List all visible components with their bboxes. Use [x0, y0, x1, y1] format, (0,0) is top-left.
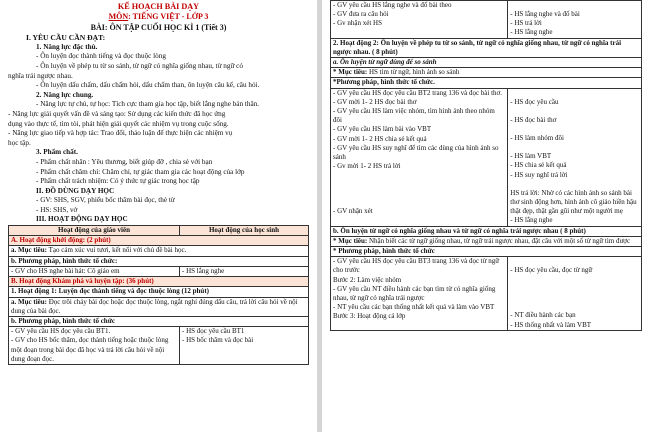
text-line: - HS trả lời [510, 19, 542, 28]
text-line: dụng vào thực tế, tìm tòi, phát hiện giải quyết các nhiệm vụ trong cuộc sống. [8, 119, 229, 128]
text-line: - Gv mời 1- 2 HS trả lời [333, 162, 401, 171]
text-line: - GV yêu cầu HS suy nghĩ để tìm các dùng của hình ảnh so sánh [333, 143, 499, 162]
table-row [331, 38, 642, 57]
activity-table [8, 225, 309, 365]
text-line: - GV yêu cầu NT điều hành các bạn tìm từ có nghĩa giống nhau, từ ngữ có nghĩa trái ngược [333, 284, 496, 303]
table-row [9, 297, 309, 316]
column-header-student: Hoạt động của học sinh [180, 226, 309, 236]
text-line: - GV mời 1- 2 HS đọc bài thơ [333, 97, 417, 106]
table-row [331, 226, 642, 236]
subject-value: : TIẾNG VIỆT - LỚP 3 [128, 12, 209, 21]
table-row [9, 246, 309, 256]
document-page-left [0, 0, 317, 432]
text-line: - GV: SHS, SGV, phiếu bốc thăm bài đọc, thẻ từ [36, 196, 175, 205]
column-header-teacher: Hoạt động của giáo viên [9, 226, 180, 236]
table-cell [331, 1, 508, 39]
text-line: - NT điều hành các bạn [510, 311, 576, 320]
activity-heading: A. Hoạt động khởi động: (2 phút) [11, 236, 111, 245]
text: Tạo cảm xúc vui tươi, kết nối với chủ đề bài học. [46, 246, 187, 255]
text-line: - HS đọc bài thơ [510, 115, 557, 124]
text-line: - HS làm nhóm đôi [510, 134, 564, 143]
text-line: - Năng lực giải quyết vấn đề và sáng tạo: Sử dụng các kiến thức đã học ứng [8, 109, 226, 118]
section-heading: I. YÊU CẦU CẦN ĐẠT: [26, 33, 106, 42]
text-line: - HS: SHS, vở [36, 205, 78, 214]
text-line: - GV nhận xét [333, 207, 373, 216]
label: a. Mục tiêu: [11, 297, 47, 306]
text-line: - HS lắng nghe [510, 28, 553, 37]
text-line: - GV cho HS bốc thăm, đọc thành tiếng hoặc thuộc lòng một đoạn trong bài đọc đã học và trả lời câu hỏi về nội dung đoạn đọc. [11, 336, 169, 363]
table-row [9, 287, 309, 297]
table-row [9, 316, 309, 326]
text-line: - Năng lực tự chủ, tự học: Tích cực tham gia học tập, biết lắng nghe bản thân. [36, 100, 260, 109]
subheading: b. Ôn luyện từ ngữ có nghĩa giống nhau và từ ngữ có nghĩa trái ngược nhau ( 8 phút) [333, 226, 586, 235]
text-line: - HS đọc yêu cầu, đọc từ ngữ [510, 266, 593, 275]
label: * Mục tiêu: [333, 68, 368, 77]
label: *Phương pháp, hình thức tổ chức. [333, 78, 435, 87]
text-line: - GV yêu cầu HS đọc yêu cầu BT1. [11, 327, 111, 336]
text-line: - HS làm VBT [510, 152, 552, 161]
section-heading: III. HOẠT ĐỘNG DẠY HỌC [36, 215, 128, 224]
table-cell: - GV cho HS nghe bài hát: Cô giáo em [9, 266, 180, 276]
label: b. Phương pháp, hình thức tổ chức [11, 316, 116, 325]
label: b. Phương pháp, hình thức tổ chức: [11, 256, 118, 265]
subheading: a. Ôn luyện từ ngữ dùng để so sánh [333, 58, 437, 67]
subsection-heading: 1. Năng lực đặc thù. [36, 42, 98, 51]
text-line: - GV yêu cầu HS đọc yêu cầu BT2 trang 136 và đọc bài thơ. [333, 88, 503, 97]
table-cell [508, 257, 642, 331]
text-line: - HS thống nhất và làm VBT [510, 320, 592, 329]
text-line: - GV yêu cầu HS làm bài vào VBT [333, 125, 432, 134]
table-row [331, 68, 642, 78]
text: Nhận biết các từ ngữ giống nhau, từ ngữ trái ngược nhau, đặt câu với một số từ ngữ tìm được [367, 236, 631, 245]
text-line: - GV yêu cầu HS lắng nghe và đố bài theo [333, 1, 452, 9]
table-row [331, 58, 642, 68]
label: * Phương pháp, hình thức tổ chức [333, 247, 435, 256]
document-title: KẾ HOẠCH BÀI DẠY [117, 2, 200, 11]
text-line: - Gv nhận xét HS [333, 19, 382, 28]
text-line: - HS lắng nghe [510, 216, 553, 225]
text-line: - Phẩm chất nhân : Yêu thương, biết giúp đỡ , chia sẻ với bạn [36, 157, 213, 166]
table-row [331, 247, 642, 257]
table-cell [508, 88, 642, 226]
text-line: HS trả lời: Nhờ có các hình ảnh so sánh bài thơ sinh động hơn, hình ảnh cô giáo hiền hậu thật đẹp, thật gần gũi như một người mẹ [510, 188, 637, 216]
text-line: - HS chia sẻ kết quả [510, 161, 567, 170]
subsection-heading: 3. Phẩm chất. [36, 148, 78, 157]
table-cell [331, 257, 508, 331]
text-line: - Phẩm chất chăm chỉ: Chăm chỉ, tự giác tham gia các hoạt động của lớp [36, 167, 245, 176]
subsection-heading: 2. Năng lực chung. [36, 90, 94, 99]
text-line: - Ôn luyện về phép tu từ so sánh, từ ngữ có nghĩa giống nhau, từ ngữ có [36, 61, 243, 70]
text-line: - NT yêu cầu các bạn thống nhất kết quả và làm vào VBT [333, 303, 495, 312]
text: HS tìm từ ngữ, hình ảnh so sánh [367, 68, 460, 77]
table-row [331, 78, 642, 88]
text-line: - GV đưa ra câu hỏi [333, 10, 389, 19]
activity-heading: B. Hoạt động Khám phá và luyện tập: (36 phút) [11, 277, 154, 286]
text-line: - Phẩm chất trách nhiệm: Có ý thức tự giác trong học tập [36, 177, 200, 186]
table-cell [9, 327, 180, 365]
text-line: - Ôn luyện đọc thành tiếng và đọc thuộc lòng [36, 52, 166, 61]
lesson-title: BÀI: ÔN TẬP CUỐI HỌC KÌ 1 (Tiết 3) [90, 23, 227, 32]
activity-heading: 1. Hoạt động 1: Luyện đọc thành tiếng và đọc thuộc lòng (12 phút) [11, 287, 209, 296]
text-line: Bước 3: Hoạt động cả lớp [333, 312, 406, 321]
table-row [9, 277, 309, 287]
subject-line [8, 12, 309, 22]
text-line: - GV yêu cầu HS đọc yêu cầu BT3 trang 136 và đọc từ ngữ cho trước [333, 257, 500, 275]
text-line: - Ôn luyện dấu chấm, dấu chấm hỏi, dấu chấm than, ôn luyện câu kể, câu hỏi. [36, 81, 260, 90]
activity-heading: 2. Hoạt động 2: Ôn luyện về phép tu từ so sánh, từ ngữ có nghĩa giống nhau, từ ngữ có nghĩa trái ngược nhau. ( 8 phút) [333, 38, 622, 56]
label: * Mục tiêu: [333, 236, 368, 245]
text-line: Bước 2: Làm việc nhóm [333, 275, 402, 284]
text-line: - HS lắng nghe và đố bài [510, 10, 580, 18]
text: Đọc trôi chảy bài đọc hoặc đọc thuộc lòng, ngắt nghỉ đúng dấu câu, trả lời câu hỏi về nội dung của bài đọc. [11, 297, 298, 315]
table-cell: - HS lắng nghe [180, 266, 309, 276]
table-row [331, 236, 642, 246]
text-line: học tập. [8, 138, 31, 147]
text-line: - Năng lực giao tiếp và hợp tác: Trao đổi, thảo luận để thực hiện các nhiệm vụ [8, 129, 233, 138]
text-line: - HS đọc yêu cầu [510, 97, 559, 106]
table-cell [508, 1, 642, 39]
table-cell [180, 327, 309, 365]
text-line: - HS suy nghĩ trả lời [510, 170, 568, 179]
text-line: - HS đọc yêu cầu BT1 [182, 327, 245, 336]
subject-label: MÔN [108, 12, 129, 21]
text-line: nghĩa trái ngược nhau. [8, 71, 73, 80]
table-row [9, 236, 309, 246]
table-cell [331, 88, 508, 226]
text-line: - HS bốc thăm và đọc bài [182, 336, 254, 345]
text-line: - GV yêu cầu HS làm việc nhóm, tìm hình ảnh theo nhóm đôi [333, 107, 495, 125]
table-row [9, 256, 309, 266]
section-heading: II. ĐỒ DÙNG DẠY HỌC [36, 186, 115, 195]
activity-table-continued [330, 0, 642, 331]
label: a. Mục tiêu: [11, 246, 47, 255]
text-line: - GV mời 1- 2 HS chia sẻ kết quả [333, 134, 427, 143]
document-page-right [322, 0, 650, 432]
